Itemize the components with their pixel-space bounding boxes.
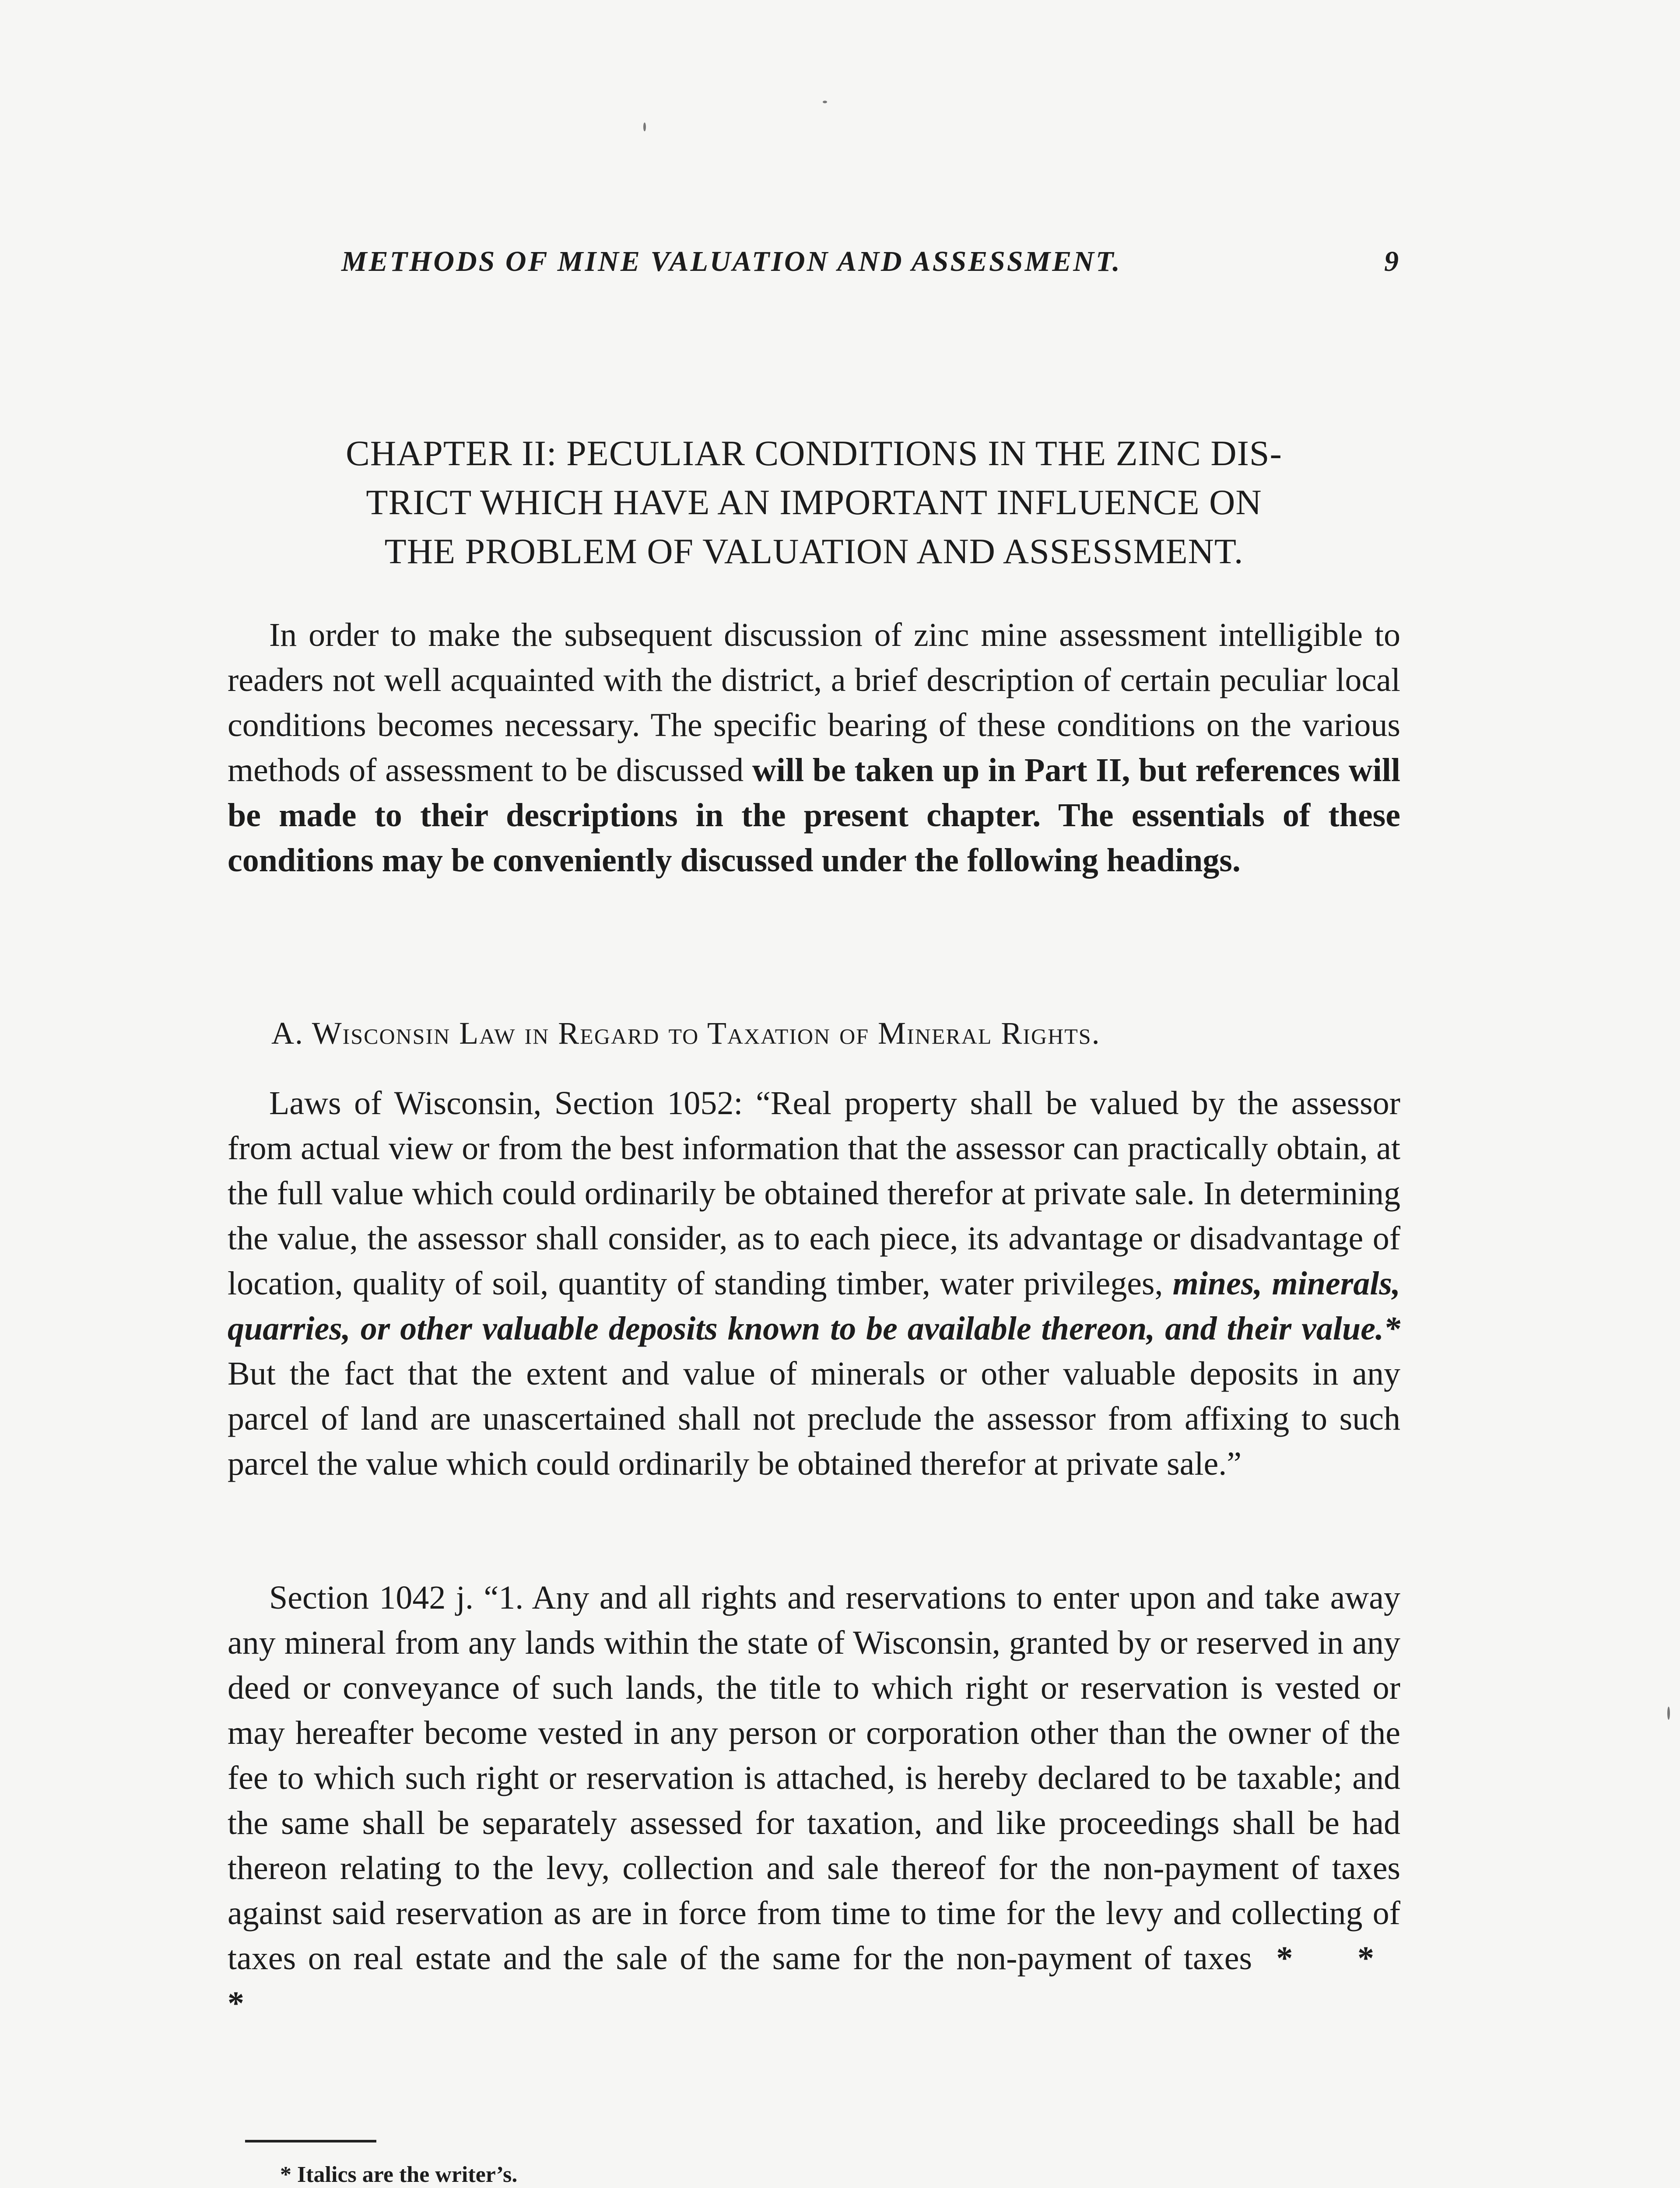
law-1042j-text: Section 1042 j. “1. Any and all rights and reservations to enter upon and take away any mineral from any lands within the state of Wisconsin, granted by or reserved in any deed or conveyance of such lands, the title to which right or reservation is vested or may hereafter become vested in any person or corporation other than the owner of the fee to which such right or reservation is attached, is hereby declared to be taxable; and the same shall be separately assessed for taxation, and like proceedings shall be had thereon relating to the levy, collection and sale thereof for the non-payment of taxes against said reservation as are in force from time to time for the levy and collecting of taxes on real estate and the sale of the same for the non-payment of taxes	[228, 1579, 1400, 1977]
footnote-divider	[245, 2140, 376, 2142]
page-number: 9	[1384, 245, 1400, 277]
chapter-title-line-2: TRICT WHICH HAVE AN IMPORTANT INFLUENCE ON	[366, 482, 1262, 522]
scan-speck	[1667, 1707, 1670, 1720]
chapter-title-line-1: CHAPTER II: PECULIAR CONDITIONS IN THE ZINC DIS-	[346, 433, 1282, 473]
law-1052-italic: mines, minerals, quarries, or other valuable deposits known to be available thereon, and their value.*	[228, 1265, 1400, 1347]
intro-text-bold: will be taken up in Part II, but references will be made to their descriptions in the present chapter. The essentials of these conditions may be conveniently discussed under the following headings.	[228, 752, 1400, 879]
running-head-title: METHODS OF MINE VALUATION AND ASSESSMENT.	[341, 245, 1122, 277]
ellipsis-asterisks: * * *	[228, 1940, 1401, 2022]
law-1042j-paragraph	[228, 1575, 1400, 2026]
chapter-title	[228, 429, 1400, 576]
law-1052-paragraph	[228, 1081, 1400, 1487]
scan-speck	[823, 101, 827, 103]
intro-text: In order to make the subsequent discussion of zinc mine assessment intelligible to readers not well acquainted with the district, a brief description of certain peculiar local conditions becomes necessary. The specific bearing of these conditions on the various methods of assessment to be discussed	[228, 617, 1400, 789]
scan-speck	[643, 123, 646, 131]
chapter-title-line-3: THE PROBLEM OF VALUATION AND ASSESSMENT.	[384, 531, 1244, 571]
footnote: * Italics are the writer’s.	[280, 2162, 518, 2187]
running-head	[341, 245, 1400, 278]
section-a-heading: A. Wisconsin Law in Regard to Taxation of Mineral Rights.	[271, 1016, 1101, 1051]
law-1052-text-1: Laws of Wisconsin, Section 1052: “Real property shall be valued by the assessor from actual view or from the best information that the assessor can practically obtain, at the full value which could ordinarily be obtained therefor at private sale. In determining the value, the assessor shall consider, as to each piece, its advantage or disadvantage of location, quality of soil, quantity of standing timber, water privileges,	[228, 1085, 1400, 1302]
law-1052-text-2: But the fact that the extent and value of minerals or other valuable deposits in any parcel of land are unascertained shall not preclude the assessor from affixing to such parcel the value which could ordinarily be obtained therefor at private sale.”	[228, 1355, 1400, 1482]
intro-paragraph	[228, 613, 1400, 883]
